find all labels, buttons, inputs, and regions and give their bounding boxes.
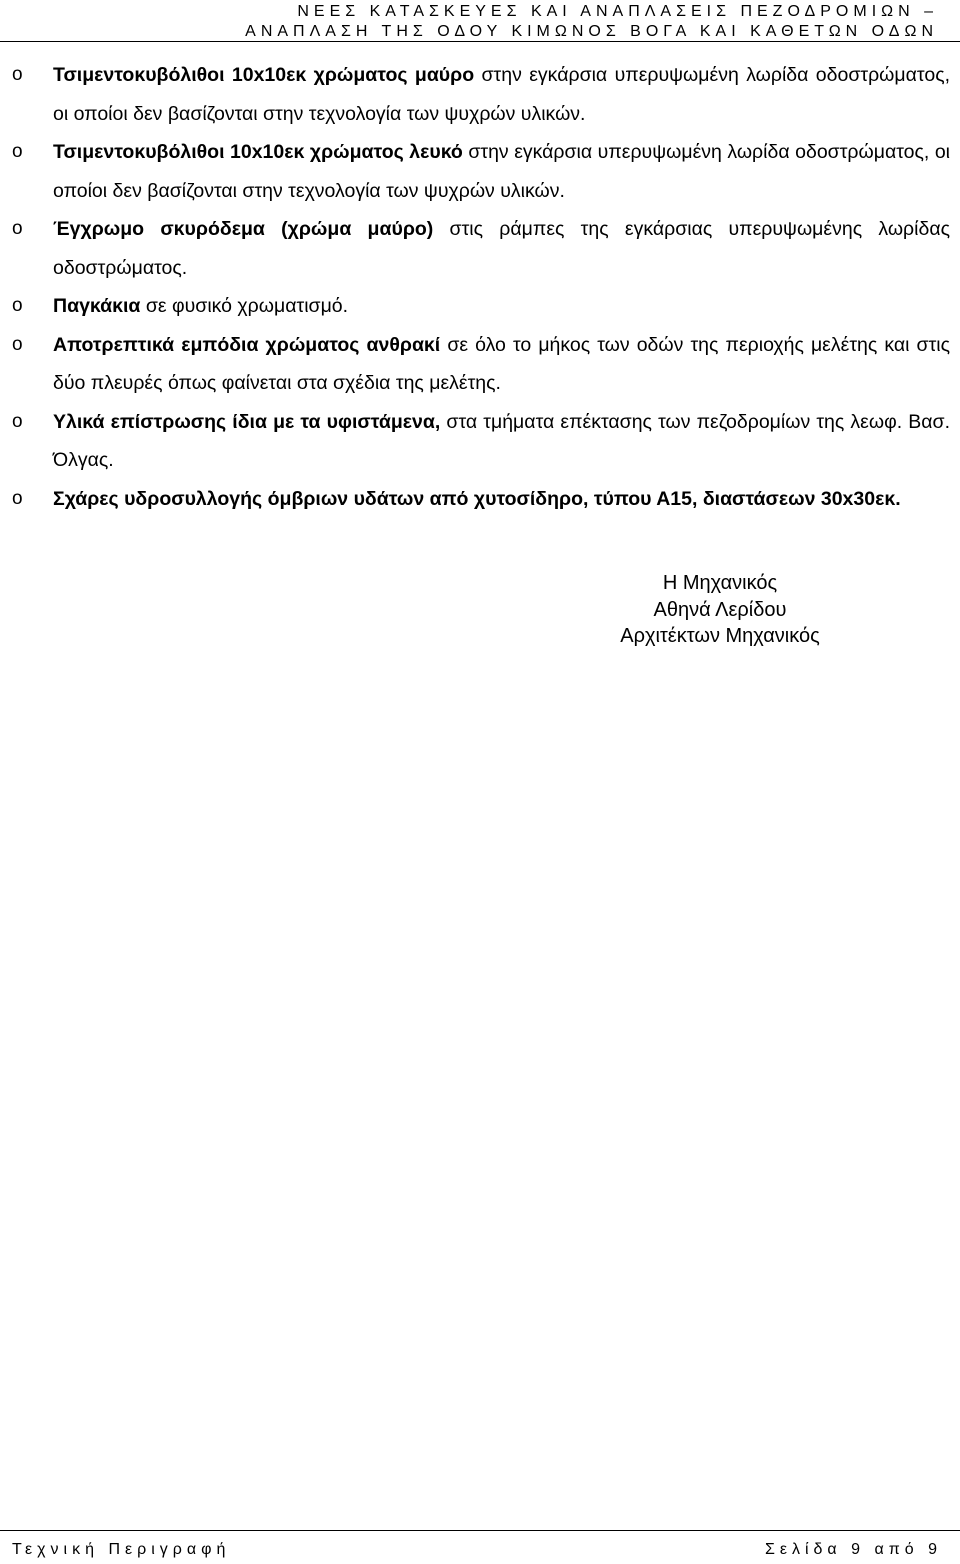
bullet-icon: o (12, 64, 23, 85)
signature-name: Αθηνά Λερίδου (653, 598, 787, 621)
item-bold-text: Τσιμεντοκυβόλιθοι 10x10εκ χρώματος λευκό (53, 141, 463, 163)
item-bold-text: Έγχρωμο σκυρόδεμα (χρώμα μαύρο) (53, 218, 434, 240)
bullet-icon: o (12, 295, 23, 316)
header-title-line-1: ΝΕΕΣ ΚΑΤΑΣΚΕΥΕΣ ΚΑΙ ΑΝΑΠΛΑΣΕΙΣ ΠΕΖΟΔΡΟΜΙΩΝ – (297, 3, 938, 20)
item-bold-text: Παγκάκια (53, 295, 141, 317)
list-item (12, 480, 950, 519)
specification-list (12, 56, 950, 518)
item-text: στην εγκάρσια υπερυψωμένη λωρίδα οδοστρώματος, οι οποίοι δεν βασίζονται στην τεχνολογία των ψυχρών υλικών. (53, 64, 951, 125)
item-bold-text: Υλικά επίστρωσης ίδια με τα υφιστάμενα, (53, 410, 441, 433)
signature-role: Η Μηχανικός (662, 572, 778, 594)
list-item (12, 403, 950, 480)
footer-page-number: Σελίδα 9 από 9 (764, 1541, 942, 1558)
item-bold-text: Σχάρες υδροσυλλογής όμβριων υδάτων από χυτοσίδηρο, τύπου Α15, διαστάσεων 30x30εκ. (53, 487, 901, 510)
bullet-icon: o (12, 218, 23, 239)
list-item (12, 210, 950, 287)
footer-document-title: Τεχνική Περιγραφή (12, 1541, 231, 1558)
footer-divider (0, 1530, 960, 1531)
list-item (12, 133, 950, 210)
item-bold-text: Αποτρεπτικά εμπόδια χρώματος ανθρακί (53, 333, 441, 356)
signature-block (520, 570, 920, 650)
bullet-icon: o (12, 487, 23, 509)
item-text: στα τμήματα επέκτασης των πεζοδρομίων της λεωφ. Βασ. Όλγας. (53, 410, 950, 471)
document-header (245, 2, 938, 42)
bullet-icon: o (12, 333, 23, 355)
item-text: σε όλο το μήκος των οδών της περιοχής μελέτης και στις δύο πλευρές όπως φαίνεται στα σχέδια της μελέτης. (53, 333, 951, 394)
list-item (12, 326, 950, 403)
item-text: στην εγκάρσια υπερυψωμένη λωρίδα οδοστρώματος, οι οποίοι δεν βασίζονται στην τεχνολογία των ψυχρών υλικών. (53, 141, 950, 202)
list-item (12, 287, 950, 326)
bullet-icon: o (12, 141, 23, 162)
signature-title: Αρχιτέκτων Μηχανικός (620, 625, 820, 647)
header-title-line-2: ΑΝΑΠΛΑΣΗ ΤΗΣ ΟΔΟΥ ΚΙΜΩΝΟΣ ΒΟΓΑ ΚΑΙ ΚΑΘΕΤΩΝ ΟΔΩΝ (245, 23, 938, 40)
item-text: σε φυσικό χρωματισμό. (140, 295, 349, 317)
bullet-icon: o (12, 410, 23, 432)
item-bold-text: Τσιμεντοκυβόλιθοι 10x10εκ χρώματος μαύρο (53, 64, 475, 86)
header-divider (0, 41, 960, 42)
item-text: στις ράμπες της εγκάρσιας υπερυψωμένης λωρίδας οδοστρώματος. (53, 218, 950, 279)
list-item (12, 56, 950, 133)
